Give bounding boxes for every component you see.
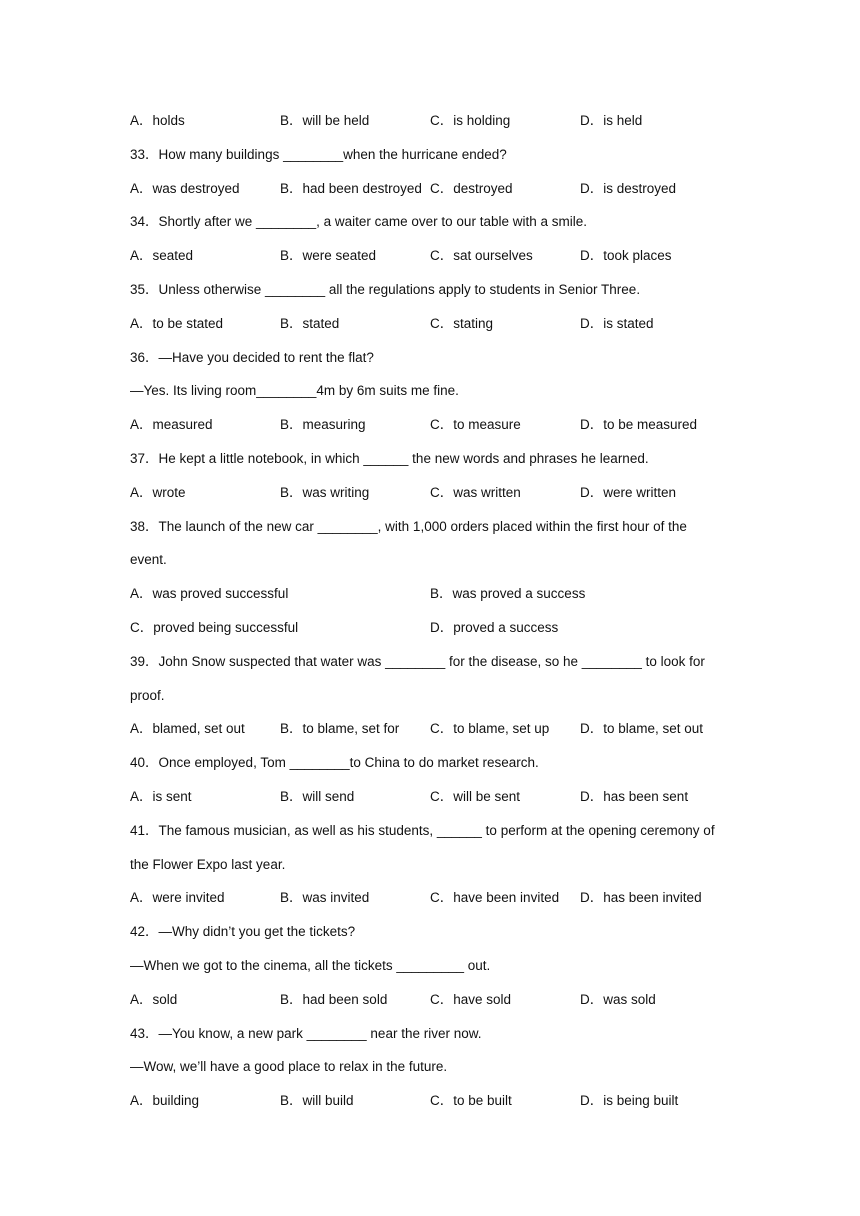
- question-text: 42．—Why didn’t you get the tickets?: [130, 924, 356, 940]
- answer-option: C．will be sent: [430, 788, 521, 804]
- answer-option: B．will send: [280, 788, 355, 804]
- answer-option: B．had been destroyed: [280, 180, 422, 196]
- answer-options-row: [130, 990, 740, 1024]
- answer-option: C．proved being successful: [130, 619, 299, 635]
- question-text: event.: [130, 552, 167, 568]
- answer-option: D．were written: [580, 484, 677, 500]
- question-text: 37．He kept a little notebook, in which ______ the new words and phrases he learned.: [130, 450, 649, 466]
- answer-options-row: [130, 618, 740, 652]
- answer-option: B．was writing: [280, 484, 370, 500]
- question-text-line: [130, 652, 740, 686]
- question-text-line: [130, 381, 740, 415]
- answer-options-row: [130, 246, 740, 280]
- answer-option: B．had been sold: [280, 991, 388, 1007]
- answer-option: A．seated: [130, 248, 194, 264]
- question-text-line: [130, 1057, 740, 1091]
- answer-option: D．has been sent: [580, 788, 689, 804]
- answer-option: C．sat ourselves: [430, 248, 533, 264]
- answer-options-row: [130, 787, 740, 821]
- answer-option: B．were seated: [280, 248, 377, 264]
- answer-option: A．was destroyed: [130, 180, 240, 196]
- answer-option: C．to measure: [430, 417, 521, 433]
- answer-option: A．measured: [130, 417, 213, 433]
- answer-options-row: [130, 888, 740, 922]
- answer-option: D．is destroyed: [580, 180, 677, 196]
- question-text: 36．—Have you decided to rent the flat?: [130, 349, 374, 365]
- answer-option: D．is held: [580, 113, 643, 128]
- answer-options-row: [130, 584, 740, 618]
- question-text-line: [130, 686, 740, 720]
- answer-option: B．will be held: [280, 113, 370, 128]
- answer-option: A．was proved successful: [130, 586, 289, 602]
- answer-option: D．is stated: [580, 315, 654, 331]
- answer-options-row: [130, 719, 740, 753]
- answer-options-row: [130, 314, 740, 348]
- answer-option: A．to be stated: [130, 315, 224, 331]
- question-text: 33．How many buildings ________when the hurricane ended?: [130, 146, 507, 162]
- answer-option: B．measuring: [280, 417, 366, 433]
- answer-option: C．have been invited: [430, 890, 560, 906]
- answer-option: C．destroyed: [430, 180, 513, 196]
- answer-option: D．proved a success: [430, 619, 559, 635]
- answer-option: B．was invited: [280, 890, 370, 906]
- answer-option: D．to blame, set out: [580, 721, 704, 737]
- answer-option: A．sold: [130, 991, 178, 1007]
- answer-options-row: [130, 483, 740, 517]
- question-text-line: [130, 922, 740, 956]
- question-text-line: [130, 280, 740, 314]
- question-text-line: [130, 550, 740, 584]
- answer-option: D．has been invited: [580, 890, 702, 906]
- answer-option: C．is holding: [430, 113, 511, 128]
- question-text-line: [130, 212, 740, 246]
- answer-option: C．stating: [430, 315, 494, 331]
- question-text: the Flower Expo last year.: [130, 856, 286, 872]
- answer-option: A．building: [130, 1093, 200, 1109]
- question-text: —Yes. Its living room________4m by 6m suits me fine.: [130, 383, 459, 399]
- answer-option: D．is being built: [580, 1093, 679, 1109]
- answer-options-row: [130, 1091, 740, 1125]
- question-text-line: [130, 855, 740, 889]
- question-text-line: [130, 821, 740, 855]
- question-text: 34．Shortly after we ________, a waiter came over to our table with a smile.: [130, 214, 587, 230]
- answer-options-row: [130, 415, 740, 449]
- question-list: [130, 111, 740, 1125]
- question-text: 35．Unless otherwise ________ all the regulations apply to students in Senior Three.: [130, 281, 641, 297]
- question-text-line: [130, 753, 740, 787]
- answer-option: A．were invited: [130, 890, 225, 906]
- question-text-line: [130, 517, 740, 551]
- question-text-line: [130, 145, 740, 179]
- answer-option: C．have sold: [430, 991, 512, 1007]
- answer-option: B．was proved a success: [430, 586, 586, 602]
- question-text: 41．The famous musician, as well as his students, ______ to perform at the opening ceremony of: [130, 822, 715, 838]
- answer-option: A．is sent: [130, 788, 192, 804]
- answer-option: A．holds: [130, 113, 185, 128]
- question-text-line: [130, 1024, 740, 1058]
- question-text-line: [130, 956, 740, 990]
- question-text: —Wow, we’ll have a good place to relax in the future.: [130, 1059, 448, 1075]
- answer-option: B．to blame, set for: [280, 721, 400, 737]
- answer-option: B．stated: [280, 315, 340, 331]
- answer-option: D．took places: [580, 248, 672, 264]
- answer-option: D．to be measured: [580, 417, 698, 433]
- question-text: —When we got to the cinema, all the tickets _________ out.: [130, 957, 491, 973]
- question-text: proof.: [130, 687, 165, 703]
- answer-option: A．blamed, set out: [130, 721, 245, 737]
- question-text-line: [130, 449, 740, 483]
- answer-option: C．was written: [430, 484, 521, 500]
- answer-options-row: [130, 111, 740, 145]
- answer-option: B．will build: [280, 1093, 354, 1109]
- question-text: 43．—You know, a new park ________ near the river now.: [130, 1025, 482, 1041]
- answer-option: C．to be built: [430, 1093, 512, 1109]
- question-text-line: [130, 348, 740, 382]
- question-text: 40．Once employed, Tom ________to China to do market research.: [130, 755, 539, 771]
- answer-options-row: [130, 179, 740, 213]
- answer-option: C．to blame, set up: [430, 721, 550, 737]
- answer-option: D．was sold: [580, 991, 656, 1007]
- answer-option: A．wrote: [130, 484, 186, 500]
- question-text: 39．John Snow suspected that water was ________ for the disease, so he ________ to look for: [130, 653, 705, 669]
- question-text: 38．The launch of the new car ________, with 1,000 orders placed within the first hour of the: [130, 518, 687, 534]
